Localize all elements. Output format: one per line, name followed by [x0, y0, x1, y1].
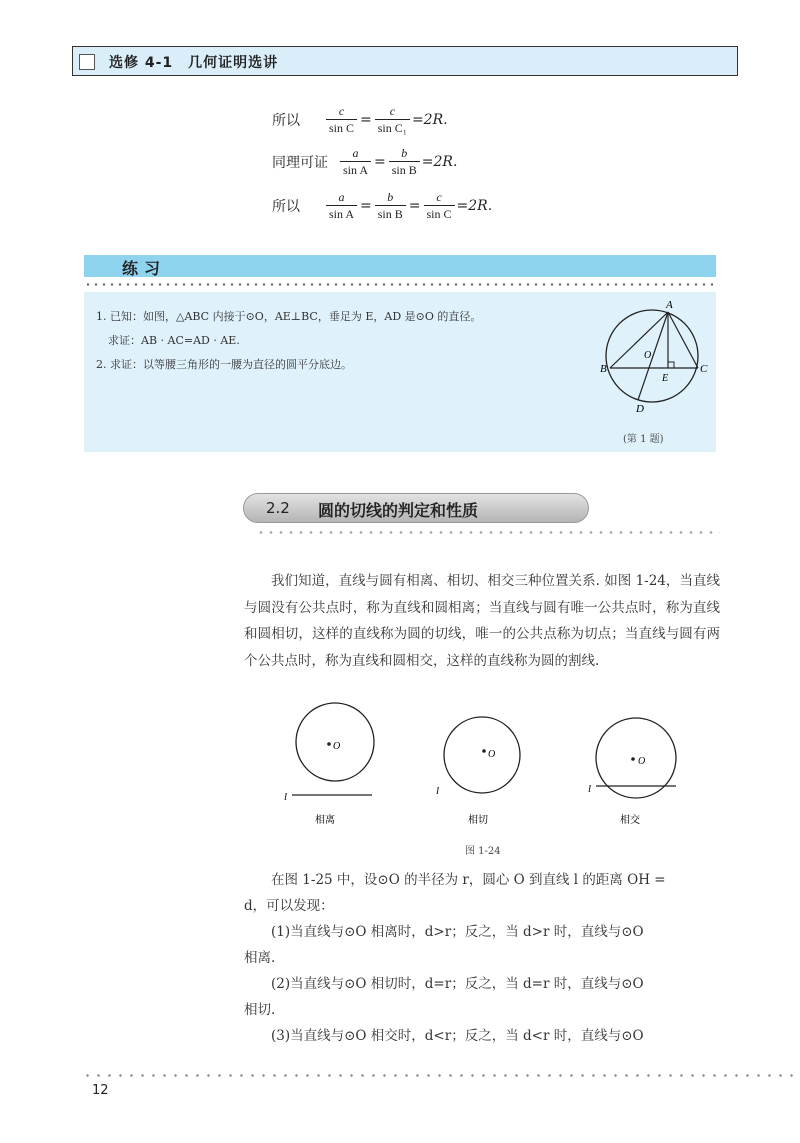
formula-row-1: 所以 $\frac{c}{\text{sin C}}$ = $\frac{c}{\text{sin C₁}}$ =2R.	[272, 104, 448, 135]
segment-ad	[638, 312, 668, 400]
center-label: O	[638, 756, 646, 767]
formula-row-3: 所以 $\frac{a}{\text{sin A}}$ = $\frac{b}{\text{sin B}}$ = $\frac{c}{\text{sin C}}$ =2R.	[272, 190, 493, 221]
label-b: B	[600, 363, 607, 375]
practice-figure	[596, 296, 716, 426]
formula-label: 同理可证	[272, 155, 328, 171]
segment-ab	[610, 312, 668, 368]
circle-tangent	[444, 717, 520, 793]
label-o: O	[644, 350, 652, 361]
fraction: $\frac{c}{\text{sin C}}$	[424, 190, 455, 222]
formula-row-2: 同理可证 $\frac{a}{\text{sin A}}$ = $\frac{b}{\text{sin B}}$ =2R.	[272, 146, 458, 177]
case-2-line-1: (2)当直线与⊙O 相切时，d=r；反之，当 d=r 时，直线与⊙O	[271, 976, 644, 992]
footer-dotted-divider	[82, 1074, 800, 1077]
fraction: $\frac{b}{\text{sin B}}$	[389, 146, 420, 178]
center-dot	[327, 742, 331, 746]
dotted-divider	[256, 531, 720, 534]
line-label: l	[284, 791, 288, 803]
practice-item-2: 2. 求证：以等腰三角形的一腰为直径的圆平分底边。	[96, 358, 352, 371]
case-1-line-1: (1)当直线与⊙O 相离时，d>r；反之，当 d>r 时，直线与⊙O	[271, 924, 644, 940]
line-label: l	[588, 783, 592, 795]
caption-separate: 相离	[315, 815, 335, 824]
fraction: $\frac{b}{\text{sin B}}$	[375, 190, 406, 222]
page-number: 12	[92, 1083, 109, 1098]
section-number: 2.2	[266, 499, 290, 517]
center-dot	[631, 757, 635, 761]
label-c: C	[700, 363, 708, 375]
intro-paragraph: 我们知道，直线与圆有相离、相切、相交三种位置关系. 如图 1-24，当直线与圆没有公共点时，称为直线和圆相离；当直线与圆有唯一公共点时，称为直线和圆相切，这样的直线称为圆的切线，唯一的公共点称为切点；当直线与圆有两个公共点时，称为直线和圆相交，这样的直线称为圆的割线.	[244, 573, 720, 669]
label-a: A	[666, 299, 673, 311]
practice-item-1-line-1: 1. 已知：如图，△ABC 内接于⊙O，AE⊥BC，垂足为 E，AD 是⊙O 的直径。	[96, 310, 482, 323]
header-title: 选修 4-1 几何证明选讲	[109, 55, 279, 71]
circle-o	[606, 310, 698, 402]
figure-title: 图 1-24	[465, 846, 501, 857]
practice-item-1-line-2: 求证：AB · AC=AD · AE.	[108, 334, 240, 347]
caption-intersect: 相交	[620, 815, 640, 824]
label-e: E	[662, 373, 669, 384]
header-square-icon	[79, 54, 95, 70]
case-3-line-1: (3)当直线与⊙O 相交时，d<r；反之，当 d<r 时，直线与⊙O	[271, 1028, 644, 1044]
center-dot	[482, 749, 486, 753]
section-title-pill	[243, 493, 589, 523]
caption-tangent: 相切	[468, 815, 488, 824]
center-label: O	[488, 749, 496, 760]
formula-rhs: =2R.	[411, 112, 448, 128]
fraction: $\frac{c}{\text{sin C}}$	[326, 104, 357, 136]
dotted-divider	[84, 283, 716, 286]
formula-rhs: =2R.	[421, 154, 458, 170]
segment-ac	[668, 312, 698, 368]
fraction: $\frac{a}{\text{sin A}}$	[326, 190, 357, 222]
fraction: $\frac{c}{\text{sin C₁}}$	[375, 104, 410, 136]
label-d: D	[636, 403, 644, 415]
chapter-header-bar	[72, 46, 738, 76]
case-2-line-2: 相切.	[244, 1002, 276, 1018]
fraction: $\frac{a}{\text{sin A}}$	[340, 146, 371, 178]
body-line-2: d，可以发现：	[244, 898, 334, 914]
right-angle-mark	[668, 362, 674, 368]
formula-label: 所以	[272, 199, 300, 215]
body-line-1: 在图 1-25 中，设⊙O 的半径为 r，圆心 O 到直线 l 的距离 OH =	[271, 872, 666, 888]
formula-rhs: =2R.	[456, 198, 493, 214]
practice-figure-caption: (第 1 题)	[623, 434, 664, 445]
case-1-line-2: 相离.	[244, 950, 276, 966]
formula-label: 所以	[272, 113, 300, 129]
figure-1-24	[270, 700, 710, 824]
section-title: 圆的切线的判定和性质	[318, 501, 479, 520]
center-label: O	[333, 741, 341, 752]
line-label: l	[436, 785, 440, 797]
practice-title-bar	[84, 255, 716, 277]
practice-title: 练习	[122, 259, 167, 278]
